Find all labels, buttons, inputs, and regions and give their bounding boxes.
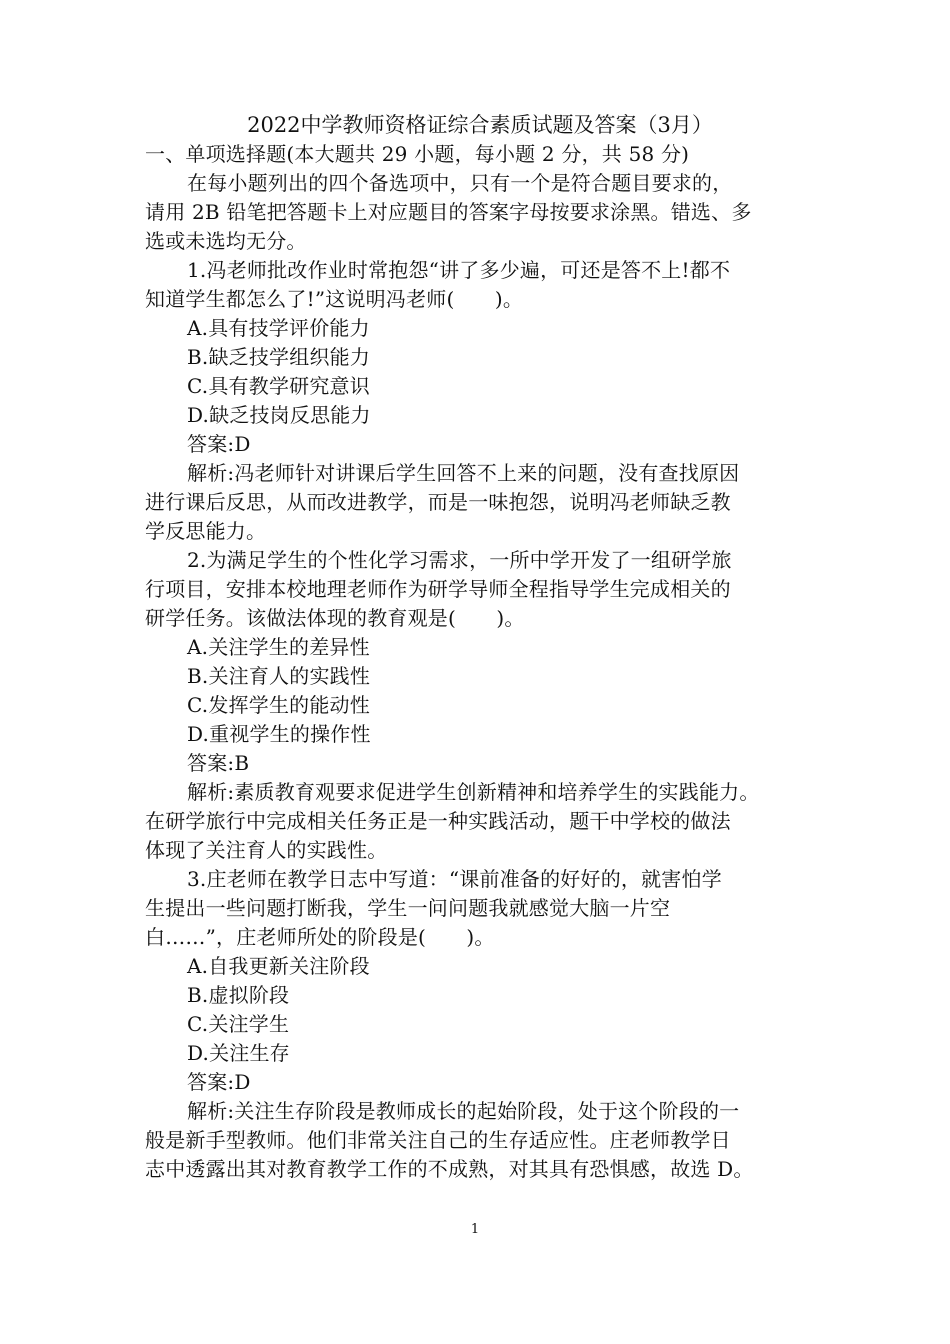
- analysis-line: 体现了关注育人的实践性。: [145, 838, 388, 862]
- analysis-line: 解析:冯老师针对讲课后学生回答不上来的问题，没有查找原因: [187, 461, 740, 485]
- analysis-line: 解析:素质教育观要求促进学生创新精神和培养学生的实践能力。: [187, 780, 760, 804]
- answer: 答案:D: [187, 1070, 251, 1094]
- option-b: B.虚拟阶段: [187, 983, 290, 1007]
- analysis-line: 进行课后反思，从而改进教学，而是一味抱怨，说明冯老师缺乏教: [145, 490, 731, 514]
- question-stem-line: 白……”，庄老师所处的阶段是( )。: [145, 925, 495, 949]
- option-b: B.缺乏技学组织能力: [187, 345, 371, 369]
- option-d: D.缺乏技岗反思能力: [187, 403, 371, 427]
- question-stem-line: 行项目，安排本校地理老师作为研学导师全程指导学生完成相关的: [145, 577, 731, 601]
- option-d: D.重视学生的操作性: [187, 722, 371, 746]
- question-stem-line: 3.庄老师在教学日志中写道：“课前准备的好好的，就害怕学: [187, 867, 722, 891]
- answer: 答案:B: [187, 751, 250, 775]
- analysis-line: 解析:关注生存阶段是教师成长的起始阶段，处于这个阶段的一: [187, 1099, 740, 1123]
- question-stem-line: 知道学生都怎么了!”这说明冯老师( )。: [145, 287, 524, 311]
- question-3: [145, 865, 825, 1184]
- question-1: [145, 256, 825, 546]
- option-d: D.关注生存: [187, 1041, 290, 1065]
- instructions: [145, 169, 825, 256]
- option-a: A.具有技学评价能力: [187, 316, 370, 340]
- page-number: 1: [470, 1222, 480, 1237]
- instruction-line: 在每小题列出的四个备选项中，只有一个是符合题目要求的，: [187, 171, 733, 195]
- question-stem-line: 生提出一些问题打断我，学生一问问题我就感觉大脑一片空: [145, 896, 671, 920]
- question-stem-line: 1.冯老师批改作业时常抱怨“讲了多少遍，可还是答不上!都不: [187, 258, 731, 282]
- instruction-line: 选或未选均无分。: [145, 229, 307, 253]
- page-title: 2022中学教师资格证综合素质试题及答案（3月）: [247, 113, 713, 137]
- option-c: C.发挥学生的能动性: [187, 693, 370, 717]
- analysis-line: 般是新手型教师。他们非常关注自己的生存适应性。庄老师教学日: [145, 1128, 731, 1152]
- analysis-line: 学反思能力。: [145, 519, 267, 543]
- instruction-line: 请用 2B 铅笔把答题卡上对应题目的答案字母按要求涂黑。错选、多: [145, 200, 752, 224]
- analysis-line: 在研学旅行中完成相关任务正是一种实践活动，题干中学校的做法: [145, 809, 731, 833]
- document-body: [145, 110, 825, 1184]
- analysis-line: 志中透露出其对教育教学工作的不成熟，对其具有恐惧感，故选 D。: [145, 1157, 754, 1181]
- option-a: A.关注学生的差异性: [187, 635, 370, 659]
- option-b: B.关注育人的实践性: [187, 664, 371, 688]
- answer: 答案:D: [187, 432, 251, 456]
- option-c: C.关注学生: [187, 1012, 290, 1036]
- question-stem-line: 2.为满足学生的个性化学习需求，一所中学开发了一组研学旅: [187, 548, 732, 572]
- question-2: [145, 546, 825, 865]
- question-stem-line: 研学任务。该做法体现的教育观是( )。: [145, 606, 525, 630]
- option-a: A.自我更新关注阶段: [187, 954, 370, 978]
- option-c: C.具有教学研究意识: [187, 374, 370, 398]
- section-heading: 一、单项选择题(本大题共 29 小题，每小题 2 分，共 58 分): [145, 142, 690, 166]
